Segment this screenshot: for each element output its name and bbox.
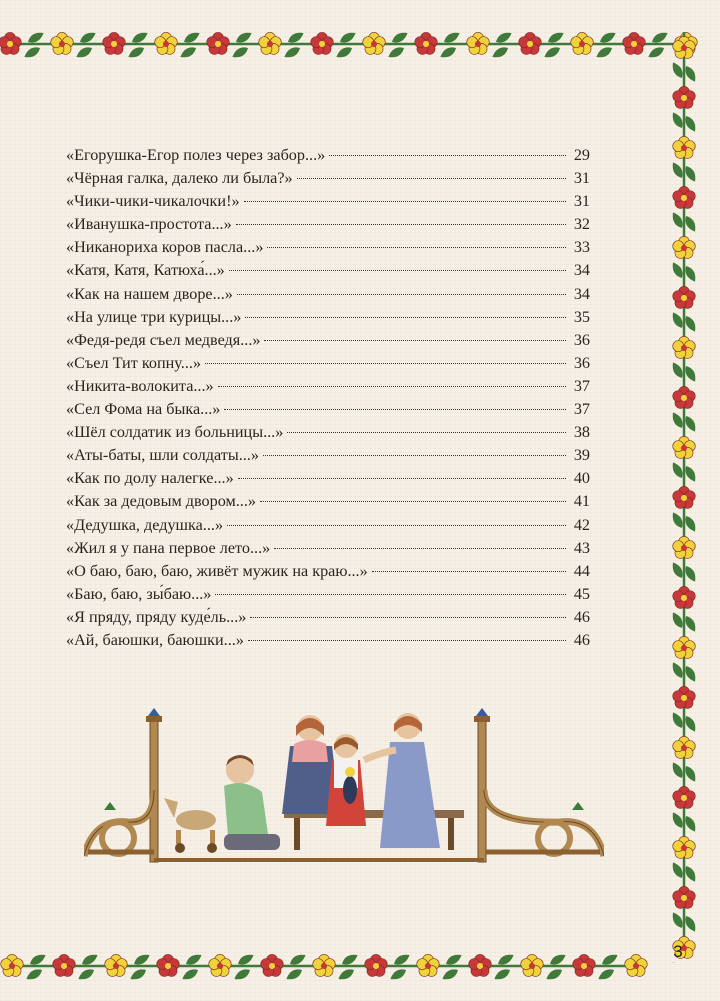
leaf-icon: [596, 967, 616, 983]
leaf-icon: [544, 967, 564, 983]
toc-entry: [66, 446, 590, 469]
toc-leader-dots: [205, 363, 566, 364]
carved-post-left-icon: [84, 708, 162, 862]
toc-leader-dots: [260, 501, 566, 502]
leaf-icon: [178, 45, 198, 61]
toc-entry-page: 39: [573, 446, 590, 465]
toc-leader-dots: [248, 640, 566, 641]
leaf-icon: [594, 45, 614, 61]
flower-icon: [155, 32, 178, 54]
toc-entry-title: «Баю, баю, зы́баю...»: [66, 584, 212, 603]
toc-leader-dots: [218, 386, 566, 387]
toc-entry: [66, 285, 590, 308]
flower-icon: [571, 32, 594, 54]
flower-icon: [311, 32, 334, 54]
toc-entry-title: «Чики-чики-чикалочки!»: [66, 192, 240, 211]
girl-with-braid-figure-icon: [364, 713, 440, 848]
leaf-icon: [438, 45, 458, 61]
flower-icon: [673, 536, 696, 558]
toc-leader-dots: [329, 155, 566, 156]
toc-entry: [66, 192, 590, 215]
toc-entry: [66, 469, 590, 492]
leaf-icon: [24, 967, 44, 983]
flower-icon: [673, 836, 696, 858]
flower-icon: [259, 32, 282, 54]
flower-icon: [673, 386, 696, 408]
toc-entry-title: «Ай, баюшки, баюшки...»: [66, 630, 244, 649]
flower-icon: [673, 36, 696, 58]
flower-icon: [673, 86, 696, 108]
flower-icon: [673, 186, 696, 208]
flower-icon: [261, 954, 284, 976]
toc-leader-dots: [244, 201, 566, 202]
toc-entry-title: «Как за дедовым двором...»: [66, 492, 256, 511]
leaf-icon: [492, 967, 512, 983]
leaf-icon: [648, 967, 650, 983]
leaf-icon: [284, 967, 304, 983]
toc-entry-title: «Сел Фома на быка...»: [66, 400, 221, 419]
toc-entry: [66, 423, 590, 446]
toc-entry-title: «На улице три курицы...»: [66, 307, 242, 326]
toc-leader-dots: [250, 617, 566, 618]
leaf-icon: [74, 45, 94, 61]
toc-entry-page: 43: [573, 538, 590, 557]
toc-entry-page: 34: [573, 261, 590, 280]
flower-icon: [673, 136, 696, 158]
flower-icon: [623, 32, 646, 54]
leaf-icon: [128, 967, 148, 983]
toy-horse-icon: [164, 798, 217, 853]
toc-entry-page: 32: [573, 215, 590, 234]
toc-entry-page: 37: [573, 376, 590, 395]
flower-icon: [573, 954, 596, 976]
toc-leader-dots: [237, 294, 566, 295]
toc-entry-title: «Никита-волокита...»: [66, 376, 214, 395]
toc-entry: [66, 516, 590, 539]
toc-leader-dots: [287, 432, 566, 433]
toc-entry-page: 40: [573, 469, 590, 488]
carved-post-right-icon: [474, 708, 604, 862]
toc-entry: [66, 238, 590, 261]
toc-entry-page: 46: [573, 607, 590, 626]
flower-icon: [53, 954, 76, 976]
flower-icon: [673, 436, 696, 458]
toc-entry-title: «Жил я у пана первое лето...»: [66, 538, 271, 557]
flower-icon: [1, 954, 24, 976]
flower-icon: [519, 32, 542, 54]
floral-border-right: [660, 28, 710, 963]
toc-entry: [66, 377, 590, 400]
flower-icon: [363, 32, 386, 54]
toc-entry-page: 36: [573, 353, 590, 372]
toc-entry: [66, 539, 590, 562]
flower-icon: [51, 32, 74, 54]
toc-entry-title: «Как по долу налегке...»: [66, 469, 234, 488]
flower-icon: [417, 954, 440, 976]
leaf-icon: [76, 967, 96, 983]
toc-entry: [66, 146, 590, 169]
leaf-icon: [336, 967, 356, 983]
leaf-icon: [542, 45, 562, 61]
toc-entry: [66, 169, 590, 192]
toc-entry-page: 29: [573, 146, 590, 164]
toc-entry-page: 45: [573, 584, 590, 603]
toc-entry: [66, 215, 590, 238]
toc-leader-dots: [215, 594, 566, 595]
toc-entry: [66, 354, 590, 377]
flower-icon: [157, 954, 180, 976]
flower-icon: [207, 32, 230, 54]
page-number: 3: [673, 942, 683, 961]
leaf-icon: [388, 967, 408, 983]
leaf-icon: [230, 45, 250, 61]
toc-entry-title: «Съел Тит копну...»: [66, 353, 202, 372]
flower-icon: [521, 954, 544, 976]
toc-entry-page: 31: [573, 192, 590, 211]
flower-icon: [673, 686, 696, 708]
leaf-icon: [282, 45, 302, 61]
toc-entry-page: 44: [573, 561, 590, 580]
toc-entry-title: «Никанориха коров пасла...»: [66, 238, 264, 257]
flower-icon: [105, 954, 128, 976]
leaf-icon: [126, 45, 146, 61]
toc-entry-page: 36: [573, 330, 590, 349]
leaf-icon: [490, 45, 510, 61]
flower-icon: [673, 486, 696, 508]
floral-border-bottom: [0, 936, 650, 994]
toc-entry: [66, 261, 590, 284]
toc-entry-page: 34: [573, 284, 590, 303]
toc-entry-title: «Федя-редя съел медведя...»: [66, 330, 261, 349]
toc-leader-dots: [224, 409, 566, 410]
flower-icon: [469, 954, 492, 976]
toc-leader-dots: [227, 525, 566, 526]
toc-entry-page: 38: [573, 423, 590, 442]
toc-entry: [66, 492, 590, 515]
toc-entry-page: 35: [573, 307, 590, 326]
toc-entry-title: «О баю, баю, баю, живёт мужик на краю...»: [66, 561, 368, 580]
toc-entry: [66, 308, 590, 331]
flower-icon: [673, 736, 696, 758]
toc-entry: [66, 562, 590, 585]
toc-leader-dots: [263, 455, 566, 456]
flower-icon: [365, 954, 388, 976]
toc-entry: [66, 608, 590, 631]
toc-entry: [66, 400, 590, 423]
toc-entry-title: «Шёл солдатик из больницы...»: [66, 423, 284, 442]
toc-entry-title: «Чёрная галка, далеко ли была?»: [66, 169, 293, 188]
flower-icon: [103, 32, 126, 54]
toc-entry-title: «Аты-баты, шли солдаты...»: [66, 446, 259, 465]
flower-icon: [673, 286, 696, 308]
toc-entry-title: «Я пряду, пряду куде́ль...»: [66, 607, 247, 626]
table-of-contents: [66, 146, 590, 654]
leaf-icon: [440, 967, 460, 983]
flower-icon: [673, 786, 696, 808]
boy-figure-icon: [224, 755, 280, 850]
leaf-icon: [22, 45, 42, 61]
flower-icon: [673, 886, 696, 908]
toc-entry-title: «Егорушка-Егор полез через забор...»: [66, 146, 326, 164]
flower-icon: [209, 954, 232, 976]
toc-entry-page: 37: [573, 400, 590, 419]
toc-leader-dots: [274, 548, 566, 549]
toc-entry-page: 41: [573, 492, 590, 511]
flower-icon: [673, 236, 696, 258]
toc-entry: [66, 331, 590, 354]
flower-icon: [673, 336, 696, 358]
leaf-icon: [334, 45, 354, 61]
toc-entry-title: «Как на нашем дворе...»: [66, 284, 233, 303]
flower-icon: [673, 636, 696, 658]
flower-icon: [415, 32, 438, 54]
toc-leader-dots: [297, 178, 566, 179]
flower-icon: [625, 954, 648, 976]
toc-entry: [66, 585, 590, 608]
toc-leader-dots: [267, 247, 566, 248]
toc-leader-dots: [229, 270, 566, 271]
toc-leader-dots: [238, 478, 566, 479]
flower-icon: [313, 954, 336, 976]
floral-border-top: [0, 14, 700, 72]
children-on-bench-illustration: [84, 706, 604, 874]
flower-icon: [467, 32, 490, 54]
leaf-icon: [232, 967, 252, 983]
toc-entry-title: «Иванушка-простота...»: [66, 215, 232, 234]
toc-entry-title: «Катя, Катя, Катюха́...»: [66, 261, 225, 280]
toc-entry-page: 42: [573, 515, 590, 534]
toc-entry-page: 33: [573, 238, 590, 257]
toc-leader-dots: [236, 224, 566, 225]
toc-entry-title: «Дедушка, дедушка...»: [66, 515, 224, 534]
toc-entry: [66, 631, 590, 654]
toc-leader-dots: [245, 317, 566, 318]
flower-icon: [673, 586, 696, 608]
flower-icon: [0, 32, 21, 54]
leaf-icon: [386, 45, 406, 61]
leaf-icon: [180, 967, 200, 983]
toc-leader-dots: [264, 340, 566, 341]
toc-entry-page: 46: [573, 630, 590, 649]
toc-entry-page: 31: [573, 169, 590, 188]
toc-leader-dots: [372, 571, 566, 572]
